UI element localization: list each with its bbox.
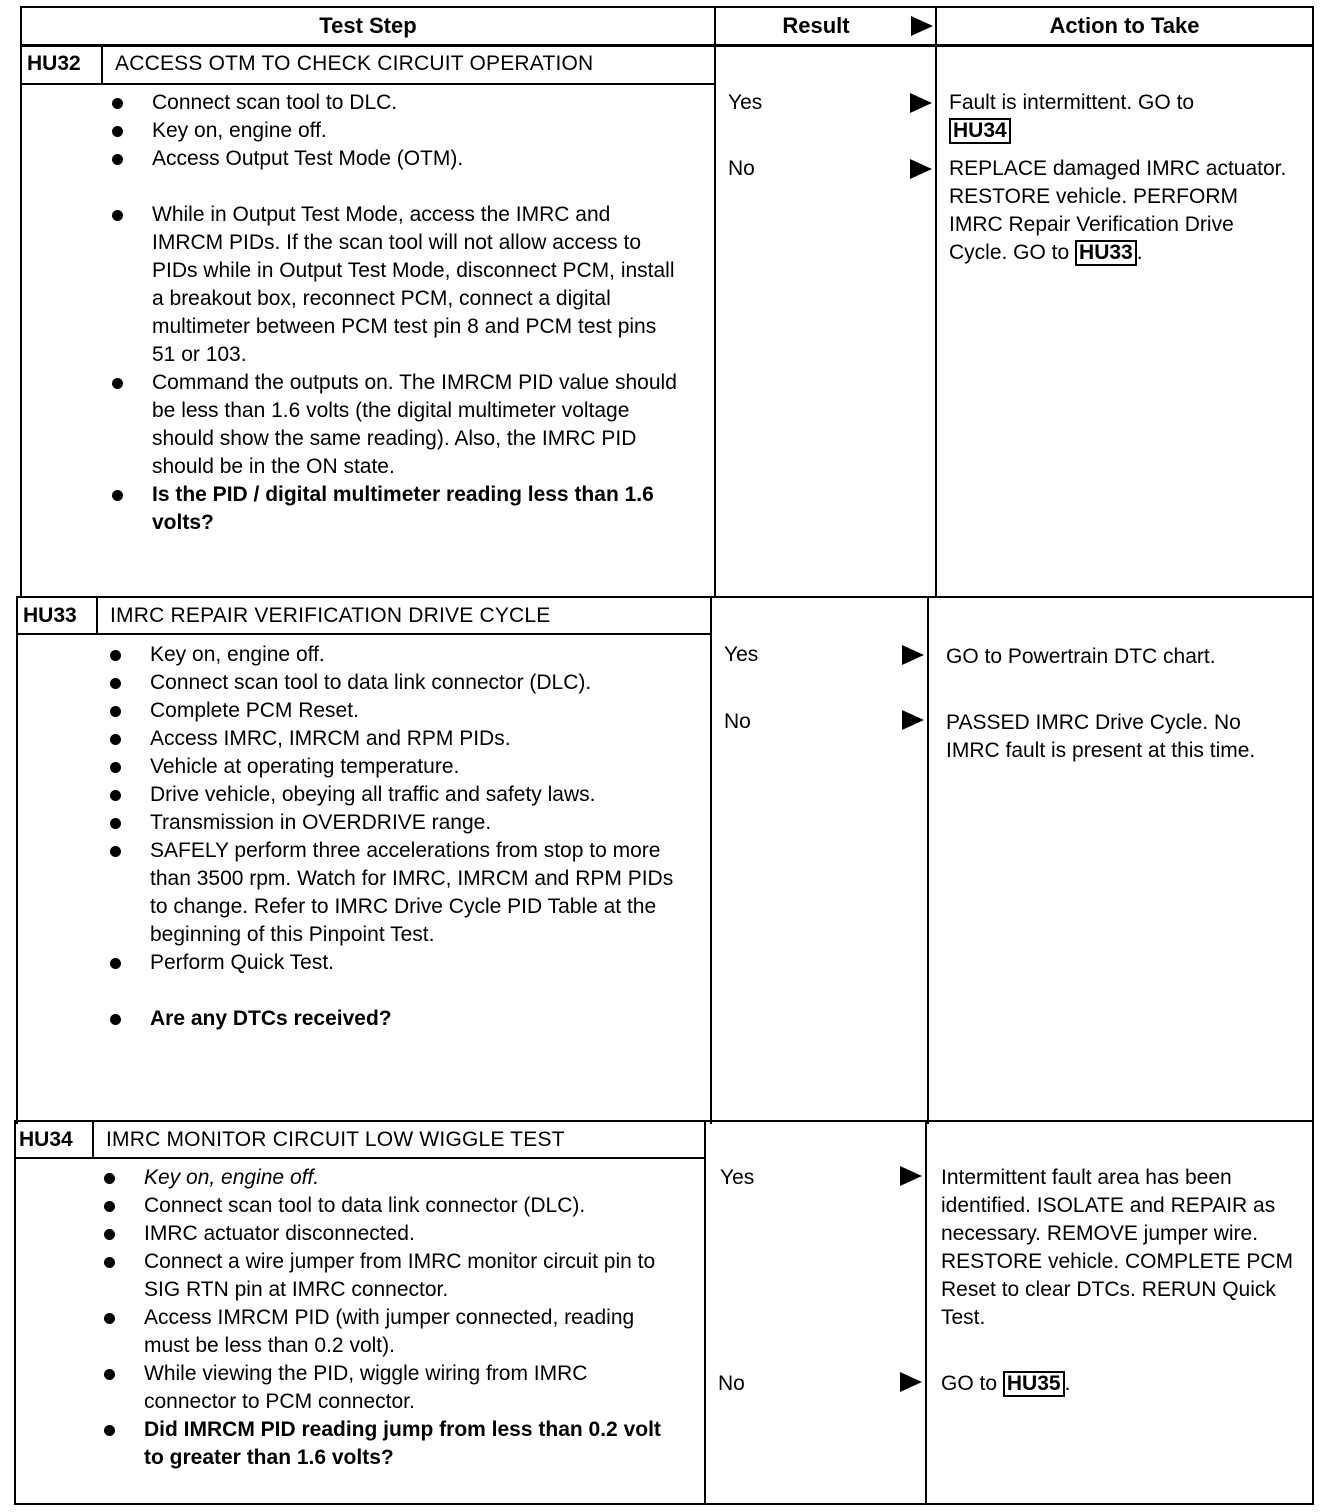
result-yes-hu32: Yes <box>728 91 763 114</box>
arrow-icon <box>902 710 924 730</box>
list-item-question: Is the PID / digital multimeter reading less than 1.6 volts? <box>112 481 682 537</box>
list-item: IMRC actuator disconnected. <box>104 1220 676 1248</box>
step-title-hu33: IMRC REPAIR VERIFICATION DRIVE CYCLE <box>110 604 551 627</box>
ref-link-hu33[interactable]: HU33 <box>1075 240 1137 266</box>
arrow-icon <box>900 1166 922 1186</box>
action-yes-hu32 <box>949 89 1289 145</box>
list-item: Key on, engine off. <box>110 641 682 669</box>
list-item: Perform Quick Test. <box>110 949 682 977</box>
list-item: Transmission in OVERDRIVE range. <box>110 809 682 837</box>
title-line-hu32 <box>20 83 716 85</box>
list-item: Access Output Test Mode (OTM). <box>112 145 682 173</box>
list-item-question: Are any DTCs received? <box>110 1005 682 1033</box>
left-border-middle <box>16 596 18 1124</box>
list-item-question: Did IMRCM PID reading jump from less than 0.2 volt to greater than 1.6 volts? <box>104 1416 676 1472</box>
header-action: Action to Take <box>1049 13 1200 38</box>
col-sep-action-3 <box>925 1122 927 1505</box>
arrow-icon <box>910 93 932 113</box>
list-item: Key on, engine off. <box>104 1164 676 1192</box>
action-text: REPLACE damaged IMRC actuator. RESTORE vehicle. PERFORM IMRC Repair Verification Drive Cycle. GO to <box>949 157 1287 264</box>
col-sep-result-3 <box>704 1122 706 1505</box>
step-list-hu33 <box>110 641 682 1033</box>
id-sep-hu32 <box>101 44 103 84</box>
action-no-hu33: PASSED IMRC Drive Cycle. No IMRC fault is present at this time. <box>946 711 1256 762</box>
step-list-hu34 <box>104 1164 676 1472</box>
result-yes-hu34: Yes <box>720 1166 755 1189</box>
left-border-lower <box>14 1122 16 1505</box>
list-item: Key on, engine off. <box>112 117 682 145</box>
list-item: Complete PCM Reset. <box>110 697 682 725</box>
result-no-hu33: No <box>724 710 751 733</box>
right-border <box>1312 6 1314 1505</box>
arrow-icon <box>910 159 932 179</box>
list-item: Connect a wire jumper from IMRC monitor circuit pin to SIG RTN pin at IMRC connector. <box>104 1248 676 1304</box>
result-no-hu34: No <box>718 1372 745 1395</box>
step-id-hu34: HU34 <box>19 1128 73 1151</box>
col-sep-action-1 <box>935 6 937 598</box>
col-sep-action-2 <box>927 596 929 1124</box>
list-item: Connect scan tool to data link connector (DLC). <box>110 669 682 697</box>
list-item: Command the outputs on. The IMRCM PID value should be less than 1.6 volts (the digital multimeter voltage should show the same reading). Also, the IMRC PID should be in the ON state. <box>112 369 682 481</box>
action-yes-hu34: Intermittent fault area has been identified. ISOLATE and REPAIR as necessary. REMOVE jumper wire. RESTORE vehicle. COMPLETE PCM Reset to clear DTCs. RERUN Quick Test. <box>941 1166 1294 1329</box>
action-text: GO to <box>941 1372 998 1395</box>
result-no-hu32: No <box>728 157 755 180</box>
col-sep-result-2 <box>710 596 712 1124</box>
list-item: Access IMRC, IMRCM and RPM PIDs. <box>110 725 682 753</box>
list-item: Connect scan tool to data link connector (DLC). <box>104 1192 676 1220</box>
step-title-hu34: IMRC MONITOR CIRCUIT LOW WIGGLE TEST <box>106 1128 565 1151</box>
list-item: Drive vehicle, obeying all traffic and safety laws. <box>110 781 682 809</box>
list-item: Vehicle at operating temperature. <box>110 753 682 781</box>
col-sep-result-1 <box>714 6 716 598</box>
list-item: While in Output Test Mode, access the IMRC and IMRCM PIDs. If the scan tool will not allow access to PIDs while in Output Test Mode, disconnect PCM, install a breakout box, reconnect PCM, connect a digital multimeter between PCM test pin 8 and PCM test pins 51 or 103. <box>112 201 682 369</box>
action-text: Fault is intermittent. GO to <box>949 91 1195 114</box>
action-yes-hu33: GO to Powertrain DTC chart. <box>946 645 1216 668</box>
id-sep-hu34 <box>92 1120 94 1158</box>
step-id-hu33: HU33 <box>23 604 77 627</box>
action-no-hu34: GO to HU35 . <box>941 1372 1071 1395</box>
left-border-upper <box>20 6 22 598</box>
list-item: Connect scan tool to DLC. <box>112 89 682 117</box>
action-no-hu32: REPLACE damaged IMRC actuator. RESTORE vehicle. PERFORM IMRC Repair Verification Drive Cycle. GO to HU33 . <box>949 157 1287 264</box>
ref-link-hu34[interactable]: HU34 <box>949 118 1011 144</box>
header-test-step: Test Step <box>319 13 417 38</box>
step-title-hu32: ACCESS OTM TO CHECK CIRCUIT OPERATION <box>115 52 594 75</box>
list-item: Access IMRCM PID (with jumper connected, reading must be less than 0.2 volt). <box>104 1304 676 1360</box>
arrow-icon <box>900 1372 922 1392</box>
step-list-hu32 <box>112 89 682 537</box>
step-id-hu32: HU32 <box>27 52 81 75</box>
result-yes-hu33: Yes <box>724 643 759 666</box>
table-bottom-border <box>14 1503 1314 1505</box>
header-result: Result <box>782 13 850 38</box>
header-arrow-icon <box>911 16 933 36</box>
list-item: SAFELY perform three accelerations from stop to more than 3500 rpm. Watch for IMRC, IMRCM and RPM PIDs to change. Refer to IMRC Drive Cycle PID Table at the beginning of this Pinpoint Test. <box>110 837 682 949</box>
arrow-icon <box>902 645 924 665</box>
ref-link-hu35[interactable]: HU35 <box>1003 1371 1065 1397</box>
list-item: While viewing the PID, wiggle wiring from IMRC connector to PCM connector. <box>104 1360 676 1416</box>
id-sep-hu33 <box>96 596 98 634</box>
